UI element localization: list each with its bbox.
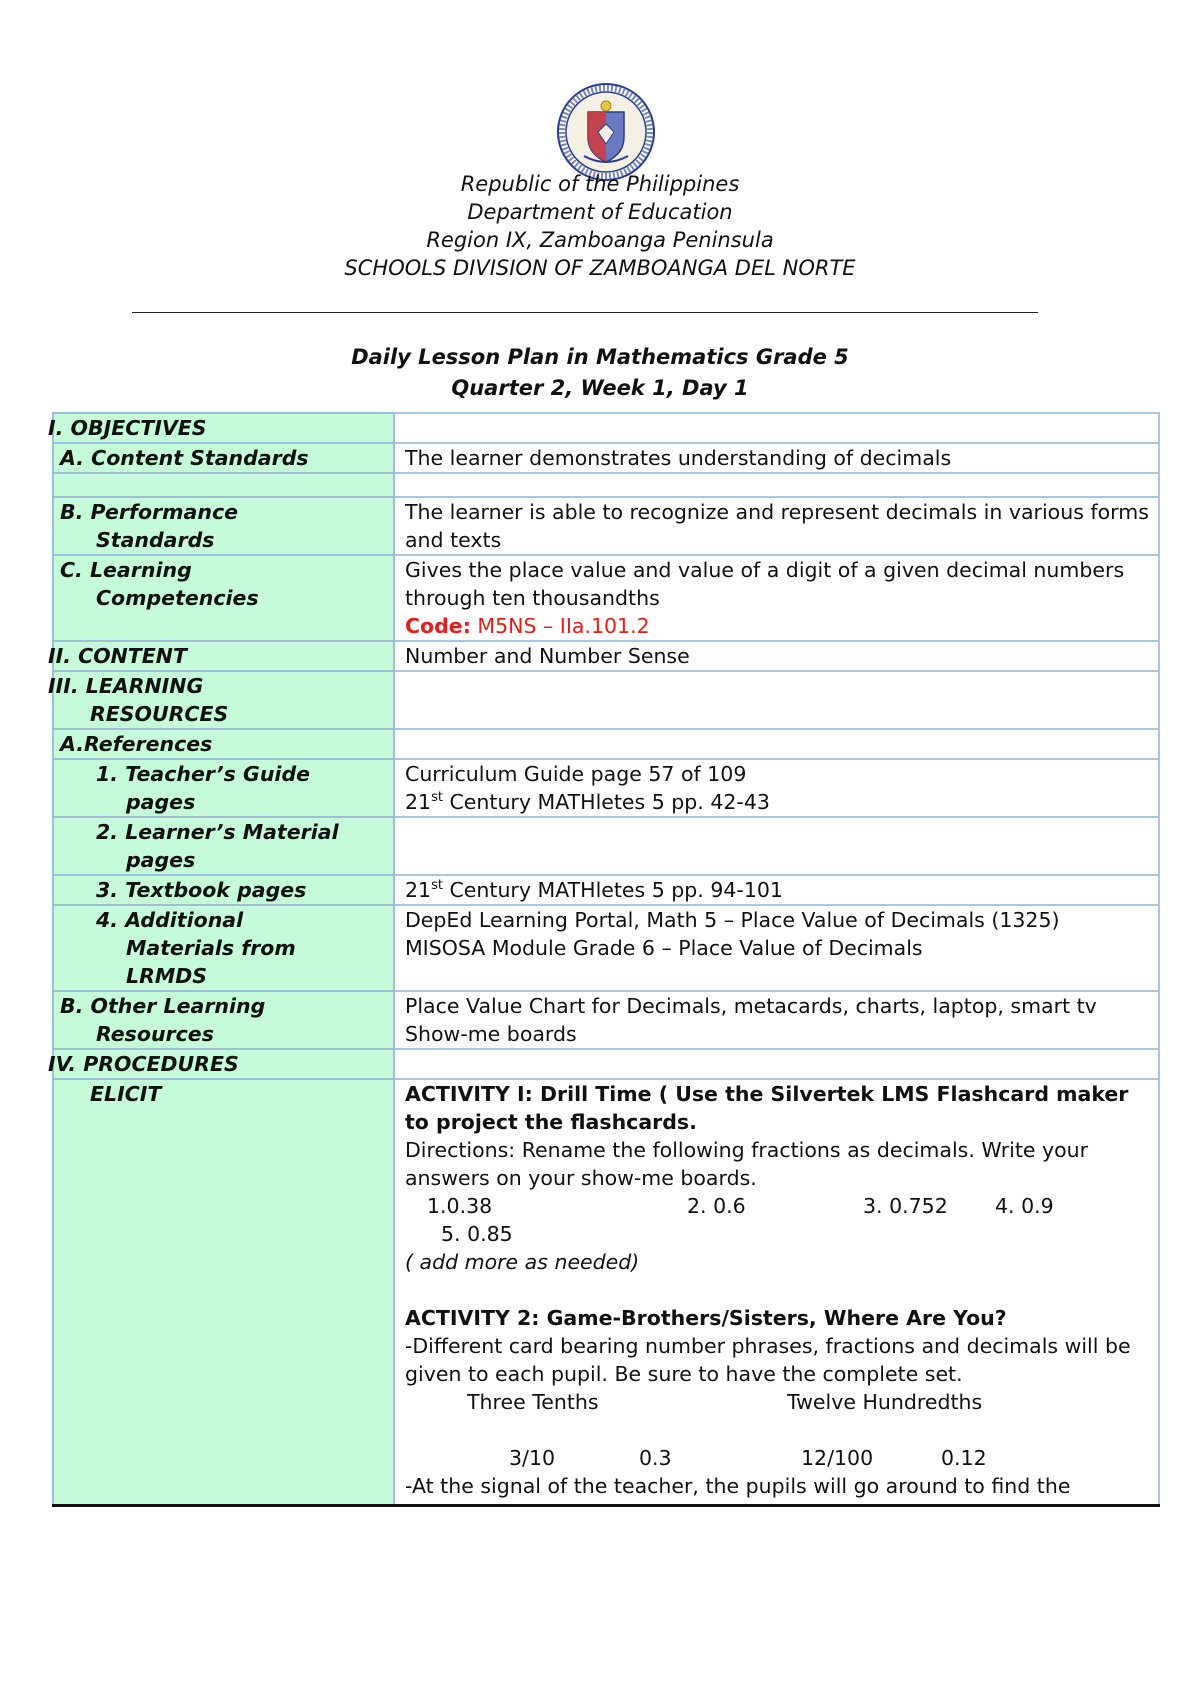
row-content-standards	[53, 443, 1159, 473]
lesson-title	[0, 342, 1200, 404]
elicit-label: ELICIT	[53, 1079, 394, 1506]
decimal-card: 0.12	[941, 1446, 987, 1470]
content-value: Number and Number Sense	[394, 641, 1159, 671]
phrase-cards	[405, 1388, 1152, 1416]
content-standards-value: The learner demonstrates understanding of decimals	[394, 443, 1159, 473]
learning-resources-label: III. LEARNING RESOURCES	[53, 671, 394, 729]
activity2-title: ACTIVITY 2: Game-Brothers/Sisters, Where Are You?	[405, 1306, 1007, 1330]
row-teachers-guide	[53, 759, 1159, 817]
row-content	[53, 641, 1159, 671]
content-label: II. CONTENT	[53, 641, 394, 671]
additional-materials-value: DepEd Learning Portal, Math 5 – Place Value of Decimals (1325) MISOSA Module Grade 6 – Place Value of Decimals	[394, 905, 1159, 991]
row-procedures	[53, 1049, 1159, 1079]
references-label: A.References	[53, 729, 394, 759]
list-item: 5. 0.85	[441, 1222, 513, 1246]
list-item: 2. 0.6	[687, 1194, 746, 1218]
add-more-note: ( add more as needed)	[405, 1250, 640, 1274]
learning-competencies-value: Gives the place value and value of a digit of a given decimal numbers through ten thousandths Code: M5NS – IIa.101.2	[394, 555, 1159, 641]
deped-seal-logo	[556, 82, 656, 182]
header-department: Department of Education	[467, 200, 733, 224]
row-learning-competencies	[53, 555, 1159, 641]
row-textbook-pages	[53, 875, 1159, 905]
row-objectives	[53, 413, 1159, 443]
row-learners-material	[53, 817, 1159, 875]
phrase-card: Three Tenths	[467, 1390, 599, 1414]
fraction-card: 12/100	[801, 1446, 874, 1470]
row-additional-materials	[53, 905, 1159, 991]
performance-standards-value: The learner is able to recognize and represent decimals in various forms and texts	[394, 497, 1159, 555]
additional-materials-label: 4. Additional Materials from LRMDS	[53, 905, 394, 991]
activity2-text: -Different card bearing number phrases, fractions and decimals will be given to each pupil. Be sure to have the complete set.	[405, 1334, 1131, 1386]
row-learning-resources	[53, 671, 1159, 729]
phrase-card: Twelve Hundredths	[787, 1390, 983, 1414]
fraction-card: 3/10	[509, 1446, 556, 1470]
content-standards-label: A. Content Standards	[53, 443, 394, 473]
row-elicit	[53, 1079, 1159, 1506]
row-performance-standards	[53, 497, 1159, 555]
activity1-title: ACTIVITY I: Drill Time ( Use the Silvertek LMS Flashcard maker to project the flashcards.	[405, 1082, 1129, 1134]
list-item: 1.0.38	[427, 1194, 493, 1218]
other-learning-resources-value: Place Value Chart for Decimals, metacards, charts, laptop, smart tv Show-me boards	[394, 991, 1159, 1049]
list-item: 3. 0.752	[863, 1194, 948, 1218]
fraction-cards	[405, 1444, 1152, 1472]
lesson-title-line1: Daily Lesson Plan in Mathematics Grade 5	[351, 345, 849, 369]
document-header	[0, 170, 1200, 282]
objectives-label: I. OBJECTIVES	[53, 413, 394, 443]
header-divider	[132, 312, 1038, 313]
learning-competencies-label: C. Learning Competencies	[53, 555, 394, 641]
other-learning-resources-label: B. Other Learning Resources	[53, 991, 394, 1049]
row-references	[53, 729, 1159, 759]
activity1-items	[405, 1192, 1152, 1220]
decimal-card: 0.3	[639, 1446, 672, 1470]
elicit-value	[394, 1079, 1159, 1506]
header-republic: Republic of the Philippines	[460, 172, 740, 196]
list-item: 4. 0.9	[995, 1194, 1054, 1218]
performance-standards-label: B. Performance Standards	[53, 497, 394, 555]
header-region: Region IX, Zamboanga Peninsula	[426, 228, 774, 252]
competency-code: Code: M5NS – IIa.101.2	[405, 614, 650, 638]
textbook-pages-label: 3. Textbook pages	[53, 875, 394, 905]
row-other-learning-resources	[53, 991, 1159, 1049]
teachers-guide-label: 1. Teacher’s Guide pages	[53, 759, 394, 817]
activity1-directions: Directions: Rename the following fractions as decimals. Write your answers on your show-me boards.	[405, 1138, 1089, 1190]
header-division: SCHOOLS DIVISION OF ZAMBOANGA DEL NORTE	[344, 256, 856, 280]
teachers-guide-value: Curriculum Guide page 57 of 109 21st Century MATHletes 5 pp. 42-43	[394, 759, 1159, 817]
row-spacer	[53, 473, 1159, 497]
procedures-label: IV. PROCEDURES	[53, 1049, 394, 1079]
lesson-title-line2: Quarter 2, Week 1, Day 1	[451, 376, 749, 400]
textbook-pages-value: 21st Century MATHletes 5 pp. 94-101	[394, 875, 1159, 905]
activity2-signal: -At the signal of the teacher, the pupils will go around to find the	[405, 1474, 1071, 1498]
lesson-plan-table	[48, 412, 1160, 1507]
learners-material-label: 2. Learner’s Material pages	[53, 817, 394, 875]
